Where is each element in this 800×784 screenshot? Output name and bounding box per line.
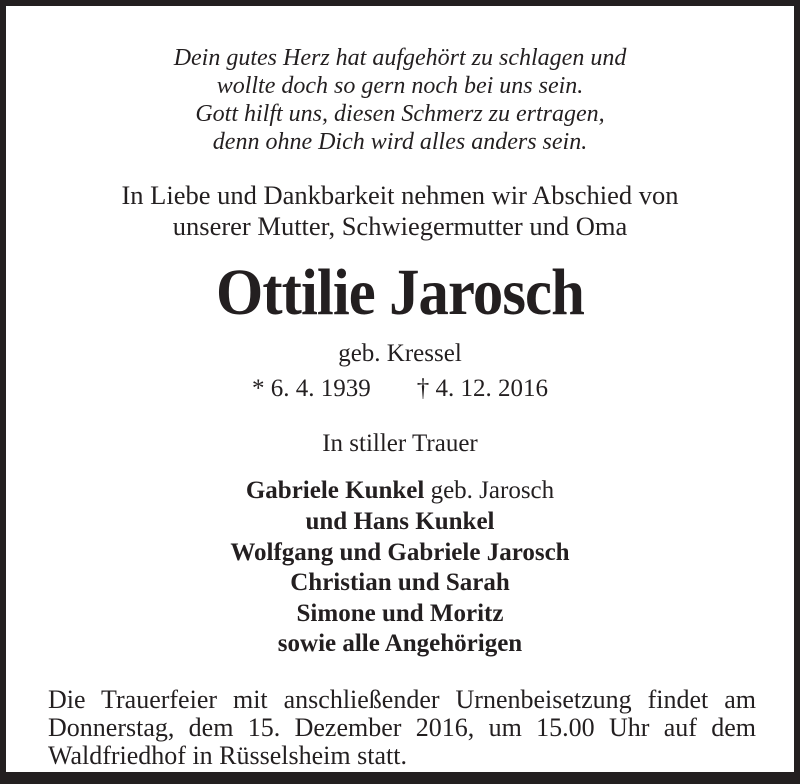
funeral-info — [48, 686, 756, 770]
mourner-name: Gabriele Kunkel — [245, 477, 425, 504]
mourner-name: sowie alle Angehörigen — [277, 630, 523, 657]
intro-line: unserer Mutter, Schwiegermutter und Oma — [172, 211, 628, 241]
intro-line: In Liebe und Dankbarkeit nehmen wir Abschied von — [121, 180, 679, 210]
funeral-info-line: Donnerstag, dem 15. Dezember 2016, um 15.00 Uhr auf dem — [48, 713, 756, 742]
mourner-name: Simone und Moritz — [296, 600, 504, 627]
mourners-heading: In stiller Trauer — [322, 430, 478, 457]
mourner-line — [6, 599, 794, 630]
poem-line: Dein gutes Herz hat aufgehört zu schlagen und — [173, 45, 627, 71]
mourner-line — [6, 507, 794, 538]
mourner-name: und Hans Kunkel — [305, 508, 495, 535]
mourner-maiden: geb. Jarosch — [424, 477, 555, 504]
mourner-line — [6, 538, 794, 569]
death-date: † 4. 12. 2016 — [416, 375, 548, 402]
maiden-name: geb. Kressel — [338, 340, 462, 367]
poem-line: denn ohne Dich wird alles anders sein. — [212, 129, 588, 155]
deceased-name: Ottilie Jarosch — [216, 256, 584, 329]
funeral-info-line: Die Trauerfeier mit anschließender Urnenbeisetzung findet am — [48, 685, 756, 714]
poem-line: Gott hilft uns, diesen Schmerz zu ertragen, — [195, 101, 605, 127]
mourner-line — [6, 476, 794, 507]
poem-line: wollte doch so gern noch bei uns sein. — [216, 73, 584, 99]
funeral-info-line: Waldfriedhof in Rüsselsheim statt. — [48, 741, 407, 770]
mourner-name: Christian und Sarah — [290, 569, 510, 596]
birth-date: * 6. 4. 1939 — [252, 375, 371, 402]
mourner-name: Wolfgang und Gabriele Jarosch — [230, 539, 570, 566]
mourner-line — [6, 629, 794, 660]
mourner-line — [6, 568, 794, 599]
life-dates — [6, 375, 794, 403]
